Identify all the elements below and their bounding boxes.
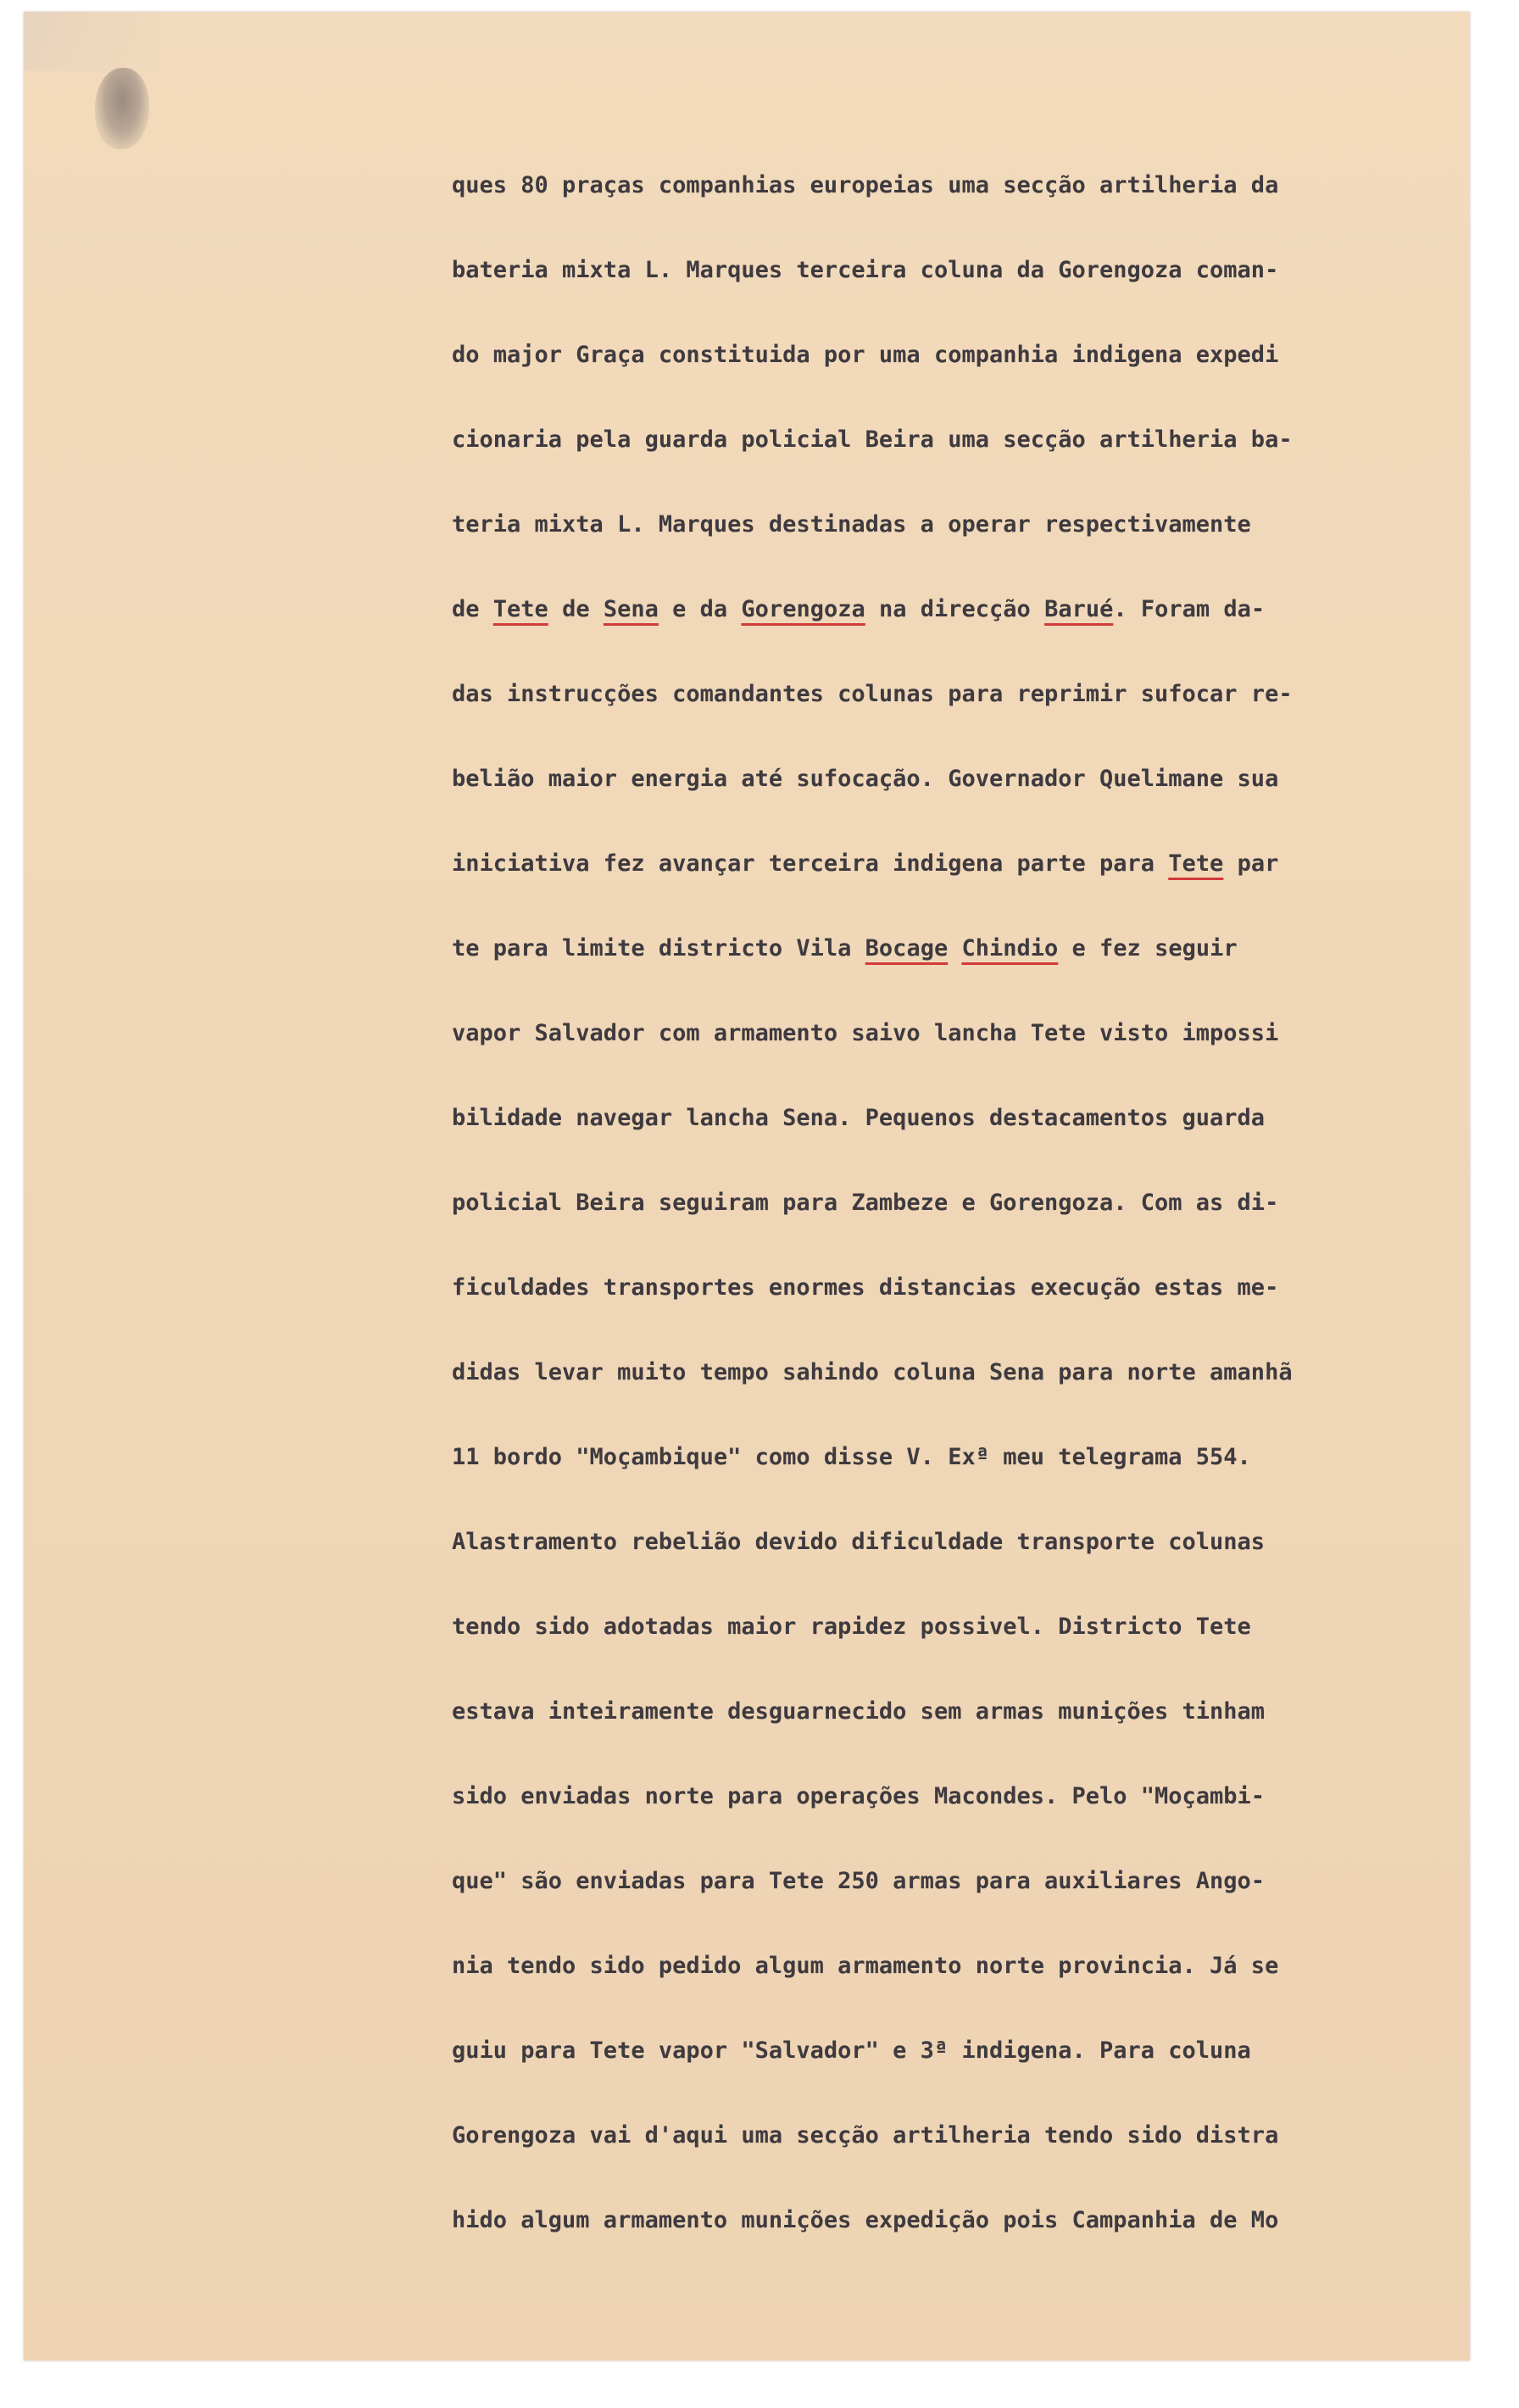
text-line-18: tendo sido adotadas maior rapidez possivel. Districto Tete	[452, 1614, 1251, 1640]
text-line-23: guiu para Tete vapor "Salvador" e 3ª indigena. Para coluna	[452, 2037, 1251, 2064]
underlined-place-bocage: Bocage	[865, 935, 949, 962]
text-line-8: belião maior energia até sufocação. Governador Quelimane sua	[452, 766, 1279, 792]
underlined-place-barue: Barué	[1044, 596, 1114, 622]
text-line-7: das instrucções comandantes colunas para reprimir sufocar re-	[452, 681, 1293, 707]
typewritten-text	[452, 143, 1486, 2263]
text-line-6: de Tete de Sena e da Gorengoza na direcção Barué. Foram da-	[452, 596, 1266, 622]
text-line-19: estava inteiramente desguarnecido sem armas munições tinham	[452, 1698, 1266, 1725]
page-corner-fold	[24, 12, 159, 71]
text-line-20: sido enviadas norte para operações Macondes. Pelo "Moçambi-	[452, 1783, 1266, 1809]
text-line-22: nia tendo sido pedido algum armamento norte provincia. Já se	[452, 1953, 1279, 1979]
underlined-place-sena: Sena	[603, 596, 659, 622]
text-line-25: hido algum armamento munições expedição pois Campanhia de Mo	[452, 2207, 1279, 2233]
document-page	[24, 12, 1470, 2361]
text-line-2: bateria mixta L. Marques terceira coluna da Gorengoza coman-	[452, 257, 1279, 283]
text-line-1: ques 80 praças companhias europeias uma secção artilheria da	[452, 172, 1279, 198]
text-line-9: iniciativa fez avançar terceira indigena parte para Tete par	[452, 850, 1279, 877]
text-line-14: ficuldades transportes enormes distancias execução estas me-	[452, 1274, 1279, 1301]
underlined-place-tete-2: Tete	[1168, 850, 1224, 877]
text-line-11: vapor Salvador com armamento saivo lancha Tete visto impossi	[452, 1020, 1279, 1046]
text-line-24: Gorengoza vai d'aqui uma secção artilheria tendo sido distra	[452, 2122, 1279, 2149]
text-line-12: bilidade navegar lancha Sena. Pequenos destacamentos guarda	[452, 1105, 1266, 1131]
text-line-16: 11 bordo "Moçambique" como disse V. Exª meu telegrama 554.	[452, 1444, 1251, 1470]
text-line-15: didas levar muito tempo sahindo coluna Sena para norte amanhã	[452, 1359, 1293, 1385]
text-line-4: cionaria pela guarda policial Beira uma secção artilheria ba-	[452, 426, 1293, 453]
text-line-5: teria mixta L. Marques destinadas a operar respectivamente	[452, 511, 1251, 538]
punch-hole	[95, 68, 149, 149]
underlined-place-chindio: Chindio	[961, 935, 1059, 962]
underlined-place-gorengoza: Gorengoza	[741, 596, 865, 622]
text-line-21: que" são enviadas para Tete 250 armas para auxiliares Ango-	[452, 1868, 1266, 1894]
text-line-10: te para limite districto Vila Bocage Chindio e fez seguir	[452, 935, 1238, 962]
text-line-17: Alastramento rebelião devido dificuldade transporte colunas	[452, 1529, 1266, 1555]
text-line-3: do major Graça constituida por uma companhia indigena expedi	[452, 342, 1279, 368]
text-line-13: policial Beira seguiram para Zambeze e Gorengoza. Com as di-	[452, 1190, 1279, 1216]
underlined-place-tete: Tete	[492, 596, 548, 622]
